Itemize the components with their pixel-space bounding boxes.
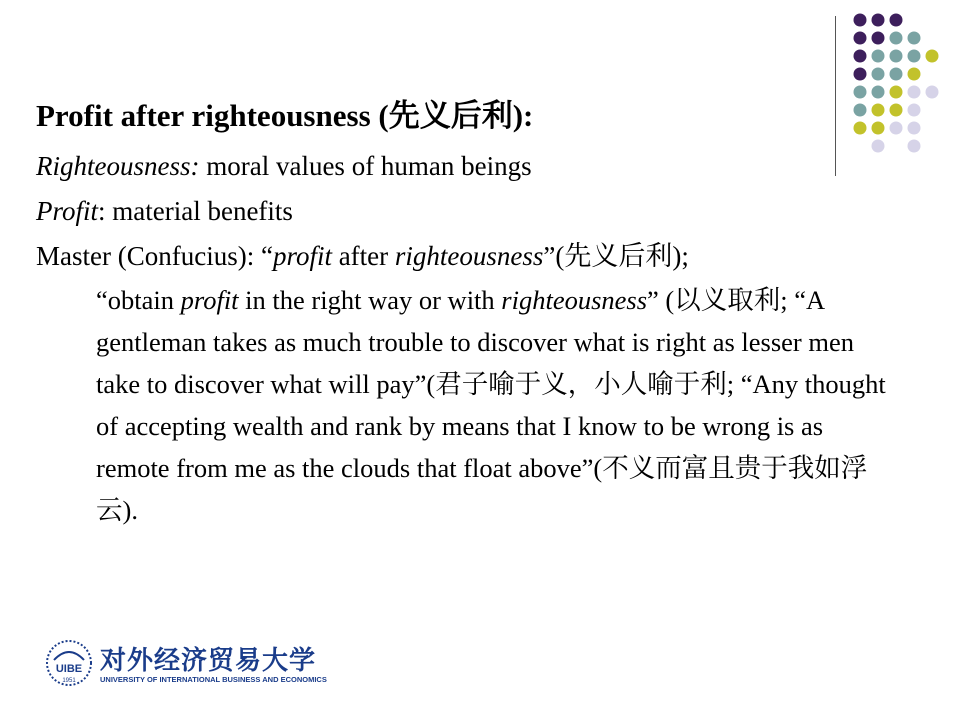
- decorative-dot: [872, 68, 885, 81]
- decorative-dot: [926, 86, 939, 99]
- decorative-dot: [890, 32, 903, 45]
- master-profit: profit: [272, 241, 332, 271]
- slide-title: Profit after righteousness (先义后利):: [36, 98, 534, 133]
- emblem-abbr: UIBE: [55, 663, 83, 675]
- decorative-dot: [854, 50, 867, 63]
- emblem-year: 1951: [62, 678, 76, 684]
- university-logo: [44, 638, 327, 690]
- master-righteousness: righteousness: [394, 241, 544, 271]
- definition-profit: [36, 189, 896, 234]
- decorative-dot: [908, 50, 921, 63]
- university-name-english: UNIVERSITY OF INTERNATIONAL BUSINESS AND ECONOMICS: [100, 675, 327, 684]
- master-quote-line: [36, 234, 896, 279]
- quote-part-3: in the right way or with: [238, 285, 502, 315]
- term-righteousness: Righteousness:: [36, 151, 200, 181]
- decorative-dot: [872, 14, 885, 27]
- definition-text-profit: : material benefits: [98, 196, 293, 226]
- decorative-dot: [908, 104, 921, 117]
- decorative-dot: [854, 14, 867, 27]
- quote-profit: profit: [180, 285, 239, 315]
- quote-paragraph: [96, 279, 886, 531]
- master-intro: Master (Confucius): “: [36, 241, 273, 271]
- decorative-dot: [908, 32, 921, 45]
- decorative-dot: [854, 68, 867, 81]
- decorative-dot: [908, 68, 921, 81]
- decorative-dot: [890, 68, 903, 81]
- decorative-dot: [890, 50, 903, 63]
- definition-righteousness: [36, 144, 896, 189]
- decorative-dot: [872, 32, 885, 45]
- decorative-dot: [908, 140, 921, 153]
- decorative-dot: [854, 32, 867, 45]
- master-after: after: [331, 241, 395, 271]
- decorative-dot: [908, 122, 921, 135]
- definition-text-righteousness: moral values of human beings: [199, 151, 532, 181]
- decorative-dot: [872, 50, 885, 63]
- master-chinese: ”(先义后利);: [543, 241, 689, 271]
- term-profit: Profit: [36, 196, 99, 226]
- quote-part-5: ” (以义取利; “A gentleman takes as much trouble to discover what is right as lesser men take to discover what will pay”(君子喻于义，小人喻于利; “Any thought of accepting wealth and rank by means that I know to be wrong is as remote from me as the clouds that float above”(不义而富且贵于我如浮云).: [96, 285, 886, 525]
- university-name-chinese: 对外经济贸易大学: [100, 646, 317, 676]
- university-emblem-icon: [44, 638, 94, 688]
- decorative-dot: [890, 14, 903, 27]
- quote-part-1: “obtain: [96, 285, 181, 315]
- decorative-dot: [926, 50, 939, 63]
- slide-content: [36, 96, 896, 531]
- decorative-dot: [908, 86, 921, 99]
- quote-righteousness: righteousness: [501, 285, 648, 315]
